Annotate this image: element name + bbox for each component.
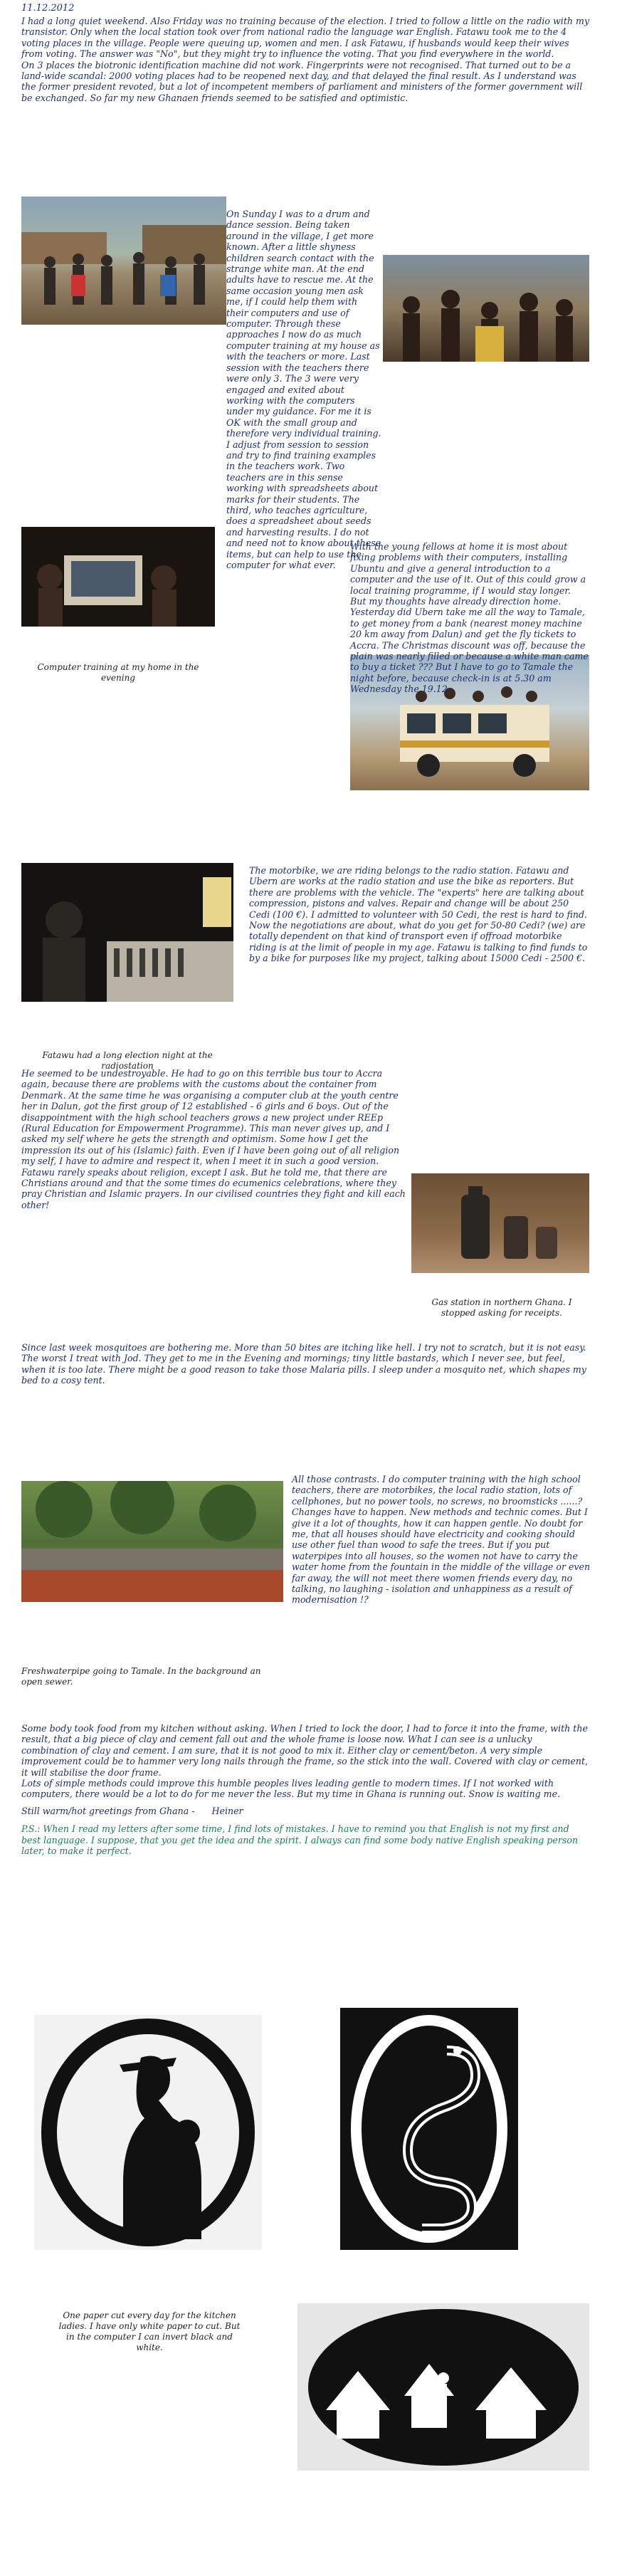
- caption-computer-training: Computer training at my home in the evening: [37, 662, 199, 683]
- paragraph-election-text: I had a long quiet weekend. Also Friday was no training because of the election. I tried to follow a little on the radio with my transistor. Only when the local station took over from national radio the language war English. Fatawu took me to the 4 voting places in the village. People were queuing up, women and men. I ask Fatawu, if husbands would keep their wives from voting. The answer was "No", but they might try to influence the voting. That you find everywhere in the world.: [21, 16, 590, 60]
- paragraph-young-fellows-text: With the young fellows at home it is most about fixing problems with their computers, installing Ubuntu and give a general introduction to a computer and the use of it. Out of this could grow a local training programme, if I would stay longer. But my thoughts have already direction home. Yesterday did Ubern take me all the way to Tamale, to get money from a bank (nearest money machine 20 km away from Dalun) and get the fly tickets to Accra. The Christmas discount was off, because the plain was nearly filled or because a white man came to buy a ticket ??? But I have to go to Tamale the night before, because check-in is at 5.30 am Wednesday the 19.12.: [350, 541, 589, 695]
- caption-waterpipe: Freshwaterpipe going to Tamale. In the background an open sewer.: [21, 1666, 261, 1687]
- paragraph-door: [21, 1723, 591, 1856]
- papercut-mother-child: [34, 2015, 262, 2250]
- photo-computer-training: [21, 527, 215, 627]
- paragraph-motorbike-text: The motorbike, we are riding belongs to the radio station. Fatawu and Ubern are works at the radio station and use the bike as reporters. But there are problems with the vehicle. The "experts" here are talking about compression, pistons and valves. Repair and change will be about 250 Cedi (100 €). I admitted to volunteer with 50 Cedi, the rest is hard to find. Now the negotiations are about, what do you get for 50-80 Cedi? (we) are totally dependent on that kind of transport even if offroad motorbike riding is at the limit of people in my age. Fatawu is talking to find funds to by a bike for purposes like my project, talking about 15000 Cedi - 2500 €.: [249, 865, 588, 964]
- papercut-snake: [340, 2008, 518, 2250]
- letter-date: 11.12.2012: [21, 3, 75, 14]
- photo-waterpipe: [21, 1481, 283, 1602]
- paragraph-door-text: Some body took food from my kitchen without asking. When I tried to lock the door, I had to force it into the frame, with the result, that a big piece of clay and cement fall out and the whole frame is loose now. What I can see is a unlucky combination of clay and cement. I am sure, that it is not good to mix it. Either clay or cement/beton. A very simple improvement could be to hammer very long nails through the frame, so the stick into the wall. Covered with clay or cement, it will stabilise the door frame.: [21, 1723, 589, 1778]
- caption-paper-cut: One paper cut every day for the kitchen ladies. I have only white paper to cut. But in the computer I can invert black and white.: [58, 2310, 241, 2352]
- snake-silhouette: [340, 2008, 518, 2250]
- voting-queue-drawing: [21, 197, 226, 325]
- paragraph-improve-text: Lots of simple methods could improve this humble peoples lives leading gentle to modern times. If I not worked with computers, there would be a lot to do for me never the less. But my time in Ghana is running out. Snow is waiting me.: [21, 1778, 561, 1800]
- paragraph-motorbike: [249, 865, 591, 964]
- paragraph-contrasts: [292, 1474, 591, 1606]
- photo-voting-queue: [21, 197, 226, 325]
- signature: Heiner: [211, 1805, 243, 1816]
- photo-radio-station: [21, 863, 233, 1002]
- waterpipe-drawing: [21, 1481, 283, 1602]
- postscript: P.S.: When I read my letters after some time, I find lots of mistakes. I have to remind you that English is not my first and best language. I suppose, that you get the idea and the spirit. I always can find some body native English speaking person later, to make it perfect.: [21, 1823, 579, 1857]
- caption-gas-station: Gas station in northern Ghana. I stopped asking for receipts.: [431, 1297, 572, 1318]
- mother-child-silhouette: [34, 2015, 262, 2250]
- gas-station-drawing: [411, 1173, 589, 1273]
- paragraph-fellows-column: [350, 541, 589, 695]
- paragraph-contrasts-text: All those contrasts. I do computer training with the high school teachers, there are motorbikes, the local radio station, lots of cellphones, but no power tools, no screws, no broomsticks ......? Changes have to happen. New methods and technic comes. But I give it a lot of thoughts, how it can happen gentle. No doubt for me, that all houses should have electricity and cooking should use other fuel than wood to safe the trees. But if you put waterpipes into all houses, so the women not have to carry the water home from the fountain in the middle of the village or even far away, the will not meet there women friends every day, no talking, no laughing - isolation and unhappiness as a result of modernisation !?: [292, 1474, 591, 1606]
- children-drawing: [383, 255, 589, 362]
- paragraph-drum-session: [226, 209, 383, 570]
- paragraph-drum-session-text: On Sunday I was to a drum and dance session. Being taken around in the village, I get more known. After a little shyness children search contact with the strange white man. At the end adults have to rescue me. At the same occasion young men ask me, if I could help them with their computers and use of computer. Through these approaches I now do as much computer training at my house as with the teachers or more. Last session with the teachers there were only 3. The 3 were very engaged and exited about working with the computers under my guidance. For me it is OK with the small group and therefore very individual training. I adjust from session to session and try to find training examples in the teachers work. Two teachers are in this sense working with spreadsheets about marks for their students. The third, who teaches agriculture, does a spreadsheet about seeds and harvesting results. I do not and need not to know about these items, but can help to use the computer for what ever.: [226, 209, 381, 570]
- greeting-line: [21, 1806, 591, 1816]
- photo-children: [383, 255, 589, 362]
- caption-radio-station: Fatawu had a long election night at the radiostation: [42, 1050, 213, 1071]
- computer-training-drawing: [21, 527, 215, 627]
- paragraph-fatawu: [21, 1068, 406, 1210]
- papercut-village: [297, 2303, 589, 2471]
- paragraph-election: [21, 16, 591, 103]
- paragraph-identification-text: On 3 places the biotronic identification machine did not work. Fingerprints were not recognised. That turned out to be a land-wide scandal: 2000 voting places had to be reopened next day, and that delayed the final result. As I understand was the former president revoted, but a lot of incompetent members of parliament and ministers of the former government will be exchanged. So far my new Ghanaen friends seemed to be satisfied and optimistic.: [21, 59, 583, 103]
- village-silhouette: [297, 2303, 589, 2471]
- radio-station-drawing: [21, 863, 233, 1002]
- paragraph-fatawu-text: He seemed to be undestroyable. He had to go on this terrible bus tour to Accra again, because there are problems with the customs about the container from Denmark. At the same time he was organising a computer club at the youth centre her in Dalun, got the first group of 12 established - 6 girls and 6 boys. Out of the disappointment with the high school teachers grows a new project under REEp (Rural Education for Empowerment Programme). This man never gives up, and I asked my self where he gets the strength and optimism. Some how I get the impression its out of his (Islamic) faith. Even if I have been going out of all religion my self, I have to admire and respect it, when I meet it in such a good version. Fatawu rarely speaks about religion, except I ask. But he told me, that there are Christians around and that the some times do ecumenics celebrations, where they pray Christian and Islamic prayers. In our civilised countries they fight and kill each other!: [21, 1068, 406, 1210]
- paragraph-mosquitoes-text: Since last week mosquitoes are bothering me. More than 50 bites are itching like hell. I try not to scratch, but it is not easy. The worst I treat with Jod. They get to me in the Evening and mornings; tiny little bastards, which I never see, but feel, when it is too late. There might be a good reason to take those Malaria pills. I sleep under a mosquito net, which shapes my bed to a cosy tent.: [21, 1342, 586, 1386]
- greeting-text: Still warm/hot greetings from Ghana -: [21, 1805, 195, 1816]
- paragraph-mosquitoes: [21, 1342, 591, 1386]
- photo-gas-station: [411, 1173, 589, 1273]
